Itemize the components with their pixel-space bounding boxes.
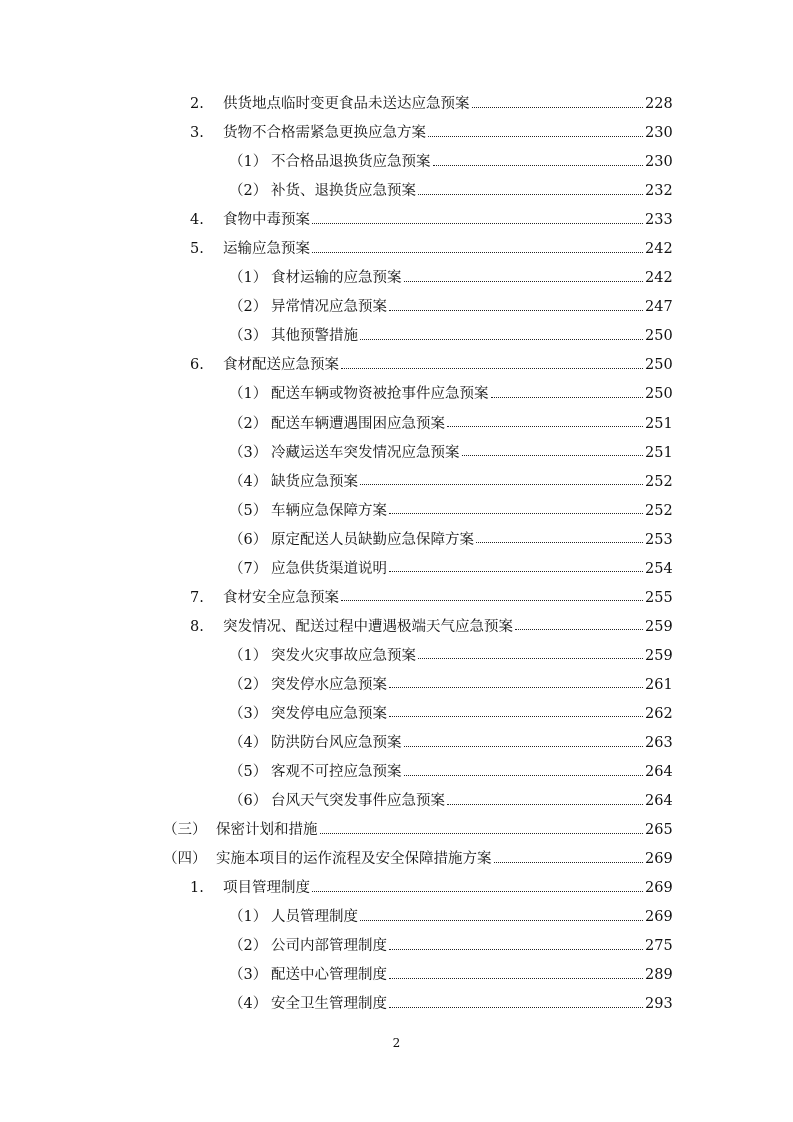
toc-entry-title: 客观不可控应急预案: [271, 764, 402, 781]
toc-entry-page: 252: [645, 502, 673, 519]
toc-entry-title: 缺货应急预案: [271, 473, 358, 490]
toc-entry[interactable]: [0, 934, 793, 963]
dot-leader: [389, 310, 643, 311]
toc-entry-page: 264: [645, 793, 673, 810]
toc-entry-title: 不合格品退换货应急预案: [271, 154, 431, 171]
toc-entry-page: 275: [645, 938, 673, 955]
toc-entry-page: 230: [645, 154, 673, 171]
toc-entry-title: 食物中毒预案: [223, 212, 310, 229]
toc-entry-number: （5）: [229, 764, 268, 781]
toc-entry[interactable]: [0, 818, 793, 847]
toc-entry-number: （6）: [229, 793, 268, 810]
toc-entry-title: 车辆应急保障方案: [271, 502, 387, 519]
toc-entry-number: （5）: [229, 502, 268, 519]
dot-leader: [341, 368, 643, 369]
toc-entry-number: （6）: [229, 531, 268, 548]
toc-entry[interactable]: [0, 963, 793, 992]
toc-entry-page: 259: [645, 618, 673, 635]
toc-entry-title: 应急供货渠道说明: [271, 560, 387, 577]
toc-entry-number: 6.: [190, 357, 204, 374]
toc-entry[interactable]: [0, 702, 793, 731]
dot-leader: [389, 687, 643, 688]
toc-entry-number: （1）: [229, 154, 268, 171]
dot-leader: [472, 107, 644, 108]
toc-entry-page: 264: [645, 764, 673, 781]
toc-entry[interactable]: [0, 441, 793, 470]
toc-entry-number: （3）: [229, 444, 268, 461]
toc-entry-title: 实施本项目的运作流程及安全保障措施方案: [216, 851, 492, 868]
dot-leader: [341, 600, 643, 601]
toc-entry-number: （7）: [229, 560, 268, 577]
toc-entry-title: 其他预警措施: [271, 328, 358, 345]
toc-entry-number: （2）: [229, 183, 268, 200]
toc-entry[interactable]: [0, 353, 793, 382]
dot-leader: [389, 1007, 643, 1008]
dot-leader: [404, 746, 644, 747]
toc-entry-number: 2.: [190, 96, 204, 112]
toc-entry-page: 269: [645, 909, 673, 926]
toc-entry-page: 251: [645, 444, 673, 461]
toc-entry-title: 防洪防台风应急预案: [271, 735, 402, 752]
dot-leader: [447, 804, 643, 805]
toc-entry-page: 232: [645, 183, 673, 200]
toc-entry-title: 安全卫生管理制度: [271, 996, 387, 1013]
dot-leader: [360, 339, 643, 340]
toc-entry[interactable]: [0, 150, 793, 179]
toc-entry-title: 运输应急预案: [223, 241, 310, 258]
toc-entry-page: 289: [645, 967, 673, 984]
toc-entry[interactable]: [0, 499, 793, 528]
dot-leader: [491, 397, 644, 398]
toc-entry-number: （4）: [229, 473, 268, 490]
toc-entry-title: 项目管理制度: [223, 880, 310, 897]
toc-entry[interactable]: [0, 324, 793, 353]
toc-entry[interactable]: [0, 179, 793, 208]
toc-entry-number: （2）: [229, 299, 268, 316]
toc-entry-number: 4.: [190, 212, 204, 229]
toc-entry-number: （4）: [229, 735, 268, 752]
toc-entry-number: （1）: [229, 270, 268, 287]
toc-entry[interactable]: [0, 644, 793, 673]
dot-leader: [418, 194, 643, 195]
toc-entry[interactable]: [0, 121, 793, 150]
dot-leader: [389, 513, 643, 514]
toc-entry-number: （3）: [229, 328, 268, 345]
toc-entry-number: （三）: [163, 822, 207, 839]
toc-entry-number: 7.: [190, 589, 204, 606]
toc-entry[interactable]: [0, 615, 793, 644]
toc-entry-title: 人员管理制度: [271, 909, 358, 926]
dot-leader: [418, 658, 643, 659]
dot-leader: [389, 571, 643, 572]
toc-entry-page: 255: [645, 589, 673, 606]
toc-entry-title: 配送车辆遭遇围困应急预案: [271, 415, 445, 432]
toc-entry[interactable]: [0, 92, 793, 121]
toc-entry-number: 5.: [190, 241, 204, 258]
toc-entry-number: （2）: [229, 415, 268, 432]
toc-entry-page: 251: [645, 415, 673, 432]
toc-entry-number: （3）: [229, 705, 268, 722]
dot-leader: [462, 455, 644, 456]
toc-entry-title: 食材安全应急预案: [223, 589, 339, 606]
toc-entry-title: 供货地点临时变更食品未送达应急预案: [223, 96, 470, 112]
toc-entry-page: 269: [645, 851, 673, 868]
toc-entry[interactable]: [0, 557, 793, 586]
toc-entry-title: 突发情况、配送过程中遭遇极端天气应急预案: [223, 618, 513, 635]
toc-entry-page: 247: [645, 299, 673, 316]
toc-entry-page: 265: [645, 822, 673, 839]
toc-entry-title: 货物不合格需紧急更换应急方案: [223, 125, 426, 142]
dot-leader: [389, 949, 643, 950]
toc-entry[interactable]: [0, 586, 793, 615]
toc-entry[interactable]: [0, 673, 793, 702]
toc-entry-number: （4）: [229, 996, 268, 1013]
toc-entry-number: （2）: [229, 676, 268, 693]
toc-entry[interactable]: [0, 992, 793, 1021]
toc-entry-title: 食材运输的应急预案: [271, 270, 402, 287]
toc-entry-page: 254: [645, 560, 673, 577]
toc-entry-title: 台风天气突发事件应急预案: [271, 793, 445, 810]
dot-leader: [312, 252, 643, 253]
toc-entry-title: 食材配送应急预案: [223, 357, 339, 374]
toc-entry-number: （1）: [229, 909, 268, 926]
dot-leader: [428, 136, 643, 137]
toc-entry[interactable]: [0, 789, 793, 818]
dot-leader: [433, 165, 644, 166]
dot-leader: [494, 862, 644, 863]
table-of-contents: [0, 92, 793, 1022]
toc-entry[interactable]: [0, 847, 793, 876]
toc-entry[interactable]: [0, 731, 793, 760]
toc-entry-page: 259: [645, 647, 673, 664]
dot-leader: [476, 542, 643, 543]
page-number: 2: [392, 1036, 401, 1050]
toc-entry-title: 突发火灾事故应急预案: [271, 647, 416, 664]
toc-entry-title: 突发停电应急预案: [271, 705, 387, 722]
toc-entry-page: 261: [645, 676, 673, 693]
toc-entry-title: 异常情况应急预案: [271, 299, 387, 316]
toc-entry[interactable]: [0, 760, 793, 789]
dot-leader: [312, 891, 643, 892]
toc-entry[interactable]: [0, 237, 793, 266]
toc-entry-page: 263: [645, 735, 673, 752]
toc-entry-page: 233: [645, 212, 673, 229]
toc-entry-number: 3.: [190, 125, 204, 142]
toc-entry[interactable]: [0, 208, 793, 237]
toc-entry-number: 8.: [190, 618, 204, 635]
toc-entry[interactable]: [0, 412, 793, 441]
toc-entry-title: 保密计划和措施: [216, 822, 318, 839]
dot-leader: [320, 833, 644, 834]
toc-entry-title: 配送车辆或物资被抢事件应急预案: [271, 386, 489, 403]
toc-entry-title: 突发停水应急预案: [271, 676, 387, 693]
toc-entry-page: 250: [645, 357, 673, 374]
toc-entry[interactable]: [0, 470, 793, 499]
toc-entry-title: 配送中心管理制度: [271, 967, 387, 984]
dot-leader: [360, 484, 643, 485]
toc-entry-page: 228: [645, 96, 673, 112]
dot-leader: [312, 223, 643, 224]
toc-entry-page: 230: [645, 125, 673, 142]
toc-entry-number: （1）: [229, 386, 268, 403]
toc-entry-page: 242: [645, 241, 673, 258]
toc-entry-title: 冷藏运送车突发情况应急预案: [271, 444, 460, 461]
dot-leader: [389, 716, 643, 717]
toc-entry[interactable]: [0, 295, 793, 324]
toc-entry-number: 1.: [190, 880, 204, 897]
toc-entry-page: 252: [645, 473, 673, 490]
toc-entry-page: 262: [645, 705, 673, 722]
toc-entry-page: 253: [645, 531, 673, 548]
toc-entry-page: 269: [645, 880, 673, 897]
toc-entry[interactable]: [0, 876, 793, 905]
toc-entry-title: 补货、退换货应急预案: [271, 183, 416, 200]
dot-leader: [404, 775, 644, 776]
toc-entry-page: 250: [645, 386, 673, 403]
toc-entry[interactable]: [0, 382, 793, 411]
toc-entry-number: （3）: [229, 967, 268, 984]
dot-leader: [515, 629, 643, 630]
toc-entry[interactable]: [0, 528, 793, 557]
toc-entry-page: 250: [645, 328, 673, 345]
toc-entry[interactable]: [0, 905, 793, 934]
toc-entry-number: （四）: [163, 851, 207, 868]
toc-entry-page: 293: [645, 996, 673, 1013]
dot-leader: [360, 920, 643, 921]
dot-leader: [389, 978, 643, 979]
dot-leader: [404, 281, 644, 282]
toc-entry-number: （1）: [229, 647, 268, 664]
toc-entry-title: 公司内部管理制度: [271, 938, 387, 955]
toc-entry[interactable]: [0, 266, 793, 295]
toc-entry-title: 原定配送人员缺勤应急保障方案: [271, 531, 474, 548]
dot-leader: [447, 426, 643, 427]
toc-entry-number: （2）: [229, 938, 268, 955]
toc-entry-page: 242: [645, 270, 673, 287]
